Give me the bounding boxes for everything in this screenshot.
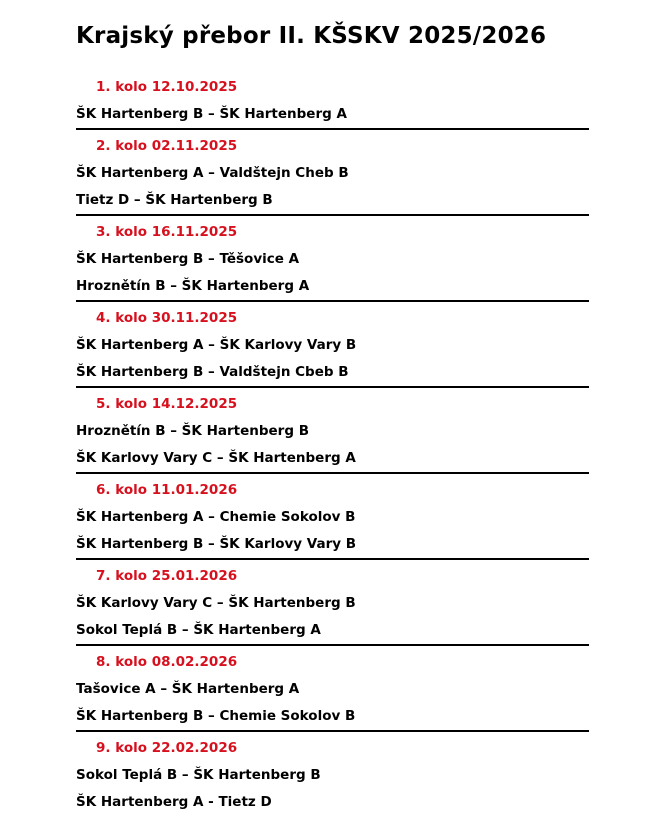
round-header: 5. kolo 14.12.2025 <box>96 396 238 412</box>
round-header: 7. kolo 25.01.2026 <box>96 568 238 584</box>
match-row: ŠK Hartenberg A – ŠK Karlovy Vary B <box>76 337 357 353</box>
match-row: ŠK Hartenberg B – ŠK Hartenberg A <box>76 106 347 122</box>
round-divider <box>76 644 589 646</box>
round-divider <box>76 214 589 216</box>
round-3 <box>76 219 589 302</box>
round-divider <box>76 730 589 732</box>
round-5 <box>76 391 589 474</box>
match-row: ŠK Hartenberg A – Chemie Sokolov B <box>76 509 356 525</box>
match-row: ŠK Karlovy Vary C – ŠK Hartenberg A <box>76 450 356 466</box>
round-divider <box>76 472 589 474</box>
match-row: ŠK Karlovy Vary C – ŠK Hartenberg B <box>76 595 356 611</box>
match-row: Sokol Teplá B – ŠK Hartenberg B <box>76 767 321 783</box>
page-title: Krajský přebor II. KŠSKV 2025/2026 <box>76 23 547 49</box>
round-1 <box>76 74 589 130</box>
match-row: ŠK Hartenberg B – ŠK Karlovy Vary B <box>76 536 357 552</box>
round-9 <box>76 735 589 816</box>
round-divider <box>76 128 589 130</box>
match-row: ŠK Hartenberg B – Valdštejn Cbeb B <box>76 364 349 380</box>
round-2 <box>76 133 589 216</box>
match-row: ŠK Hartenberg A - Tietz D <box>76 794 272 810</box>
match-row: Hroznětín B – ŠK Hartenberg B <box>76 423 309 439</box>
match-row: ŠK Hartenberg B – Chemie Sokolov B <box>76 708 356 724</box>
round-header: 8. kolo 08.02.2026 <box>96 654 238 670</box>
round-8 <box>76 649 589 732</box>
round-divider <box>76 300 589 302</box>
match-row: Tietz D – ŠK Hartenberg B <box>76 192 273 208</box>
round-header: 3. kolo 16.11.2025 <box>96 224 238 240</box>
match-row: ŠK Hartenberg A – Valdštejn Cheb B <box>76 165 349 181</box>
round-divider <box>76 386 589 388</box>
round-header: 2. kolo 02.11.2025 <box>96 138 238 154</box>
round-header: 9. kolo 22.02.2026 <box>96 740 238 756</box>
round-header: 4. kolo 30.11.2025 <box>96 310 238 326</box>
match-row: Sokol Teplá B – ŠK Hartenberg A <box>76 622 321 638</box>
round-6 <box>76 477 589 560</box>
match-row: ŠK Hartenberg B – Těšovice A <box>76 251 300 267</box>
match-row: Hroznětín B – ŠK Hartenberg A <box>76 278 310 294</box>
round-7 <box>76 563 589 646</box>
match-row: Tašovice A – ŠK Hartenberg A <box>76 681 300 697</box>
round-header: 6. kolo 11.01.2026 <box>96 482 238 498</box>
round-4 <box>76 305 589 388</box>
round-divider <box>76 558 589 560</box>
round-header: 1. kolo 12.10.2025 <box>96 79 238 95</box>
